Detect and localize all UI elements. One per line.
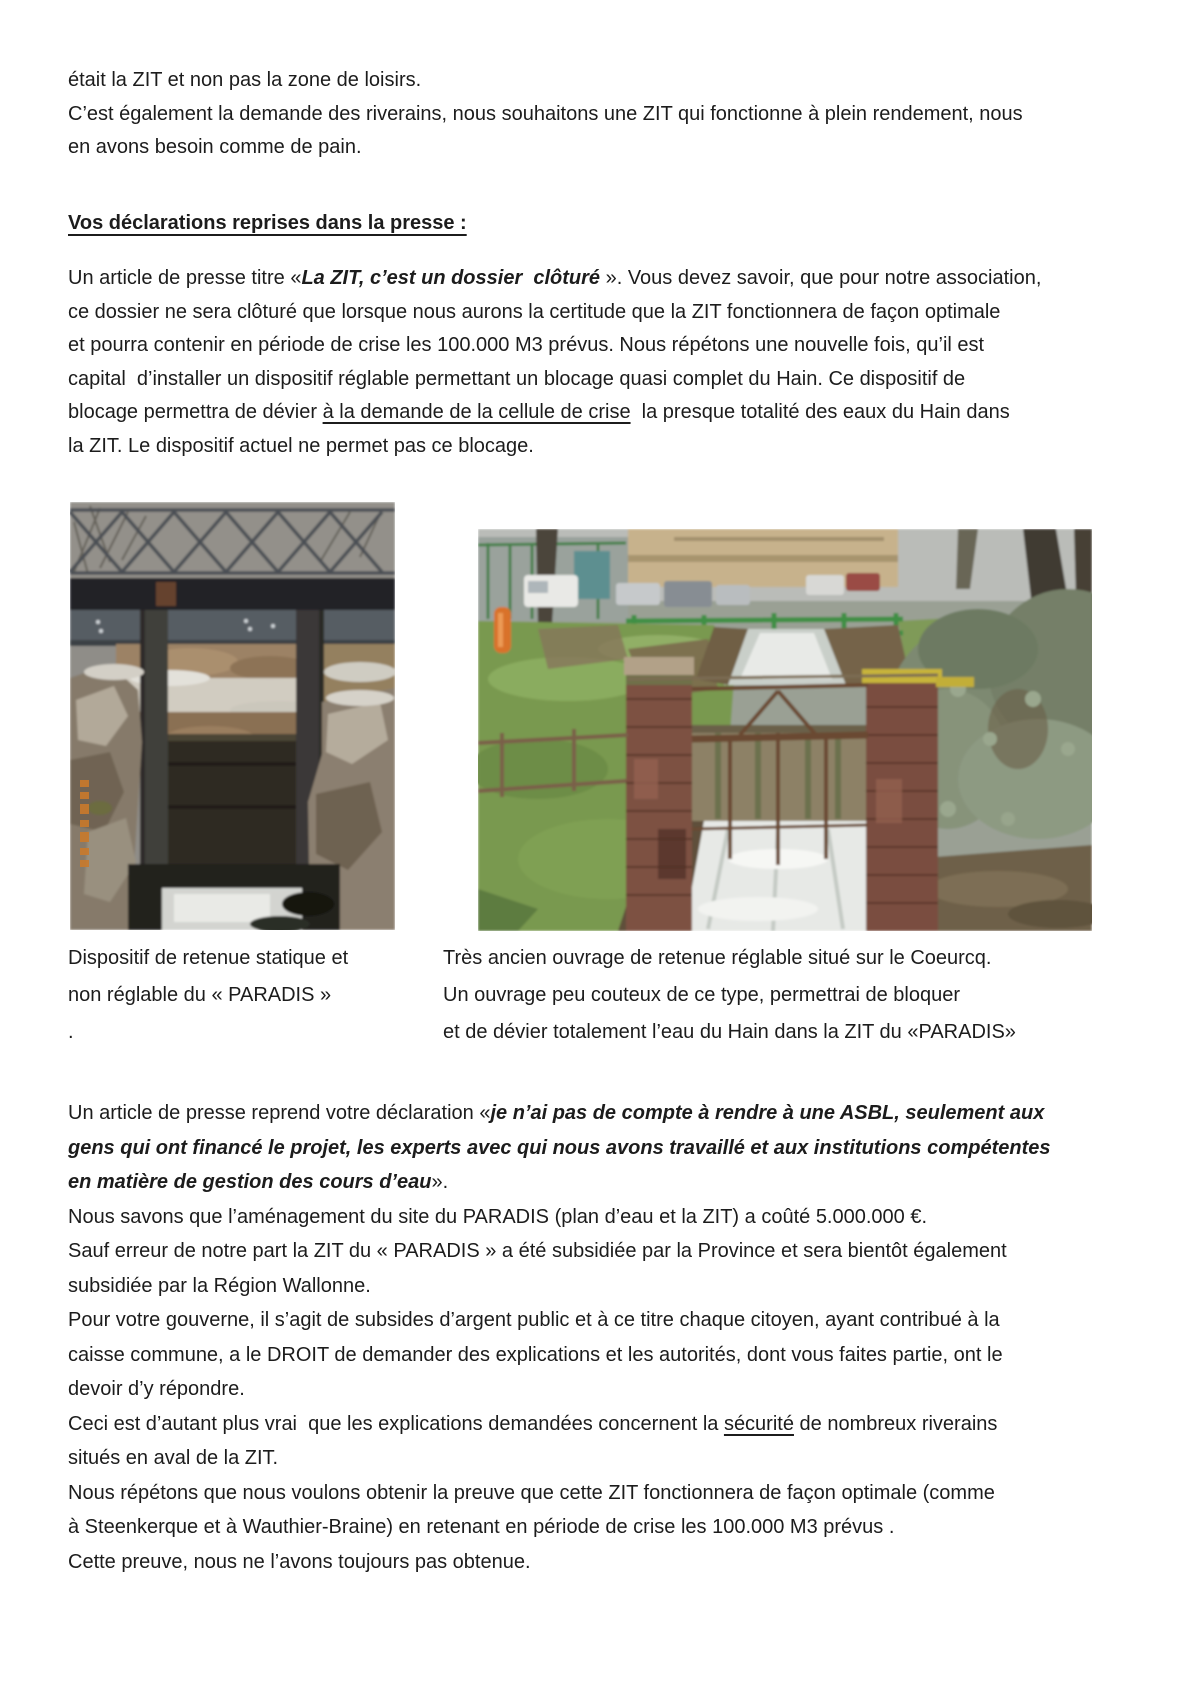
parked-car bbox=[664, 581, 712, 607]
text-line: blocage permettra de dévier à la demande de la cellule de crise la presque totalité des eaux du Hain dans bbox=[68, 401, 1010, 423]
text-line: Un article de presse reprend votre déclaration «je n’ai pas de compte à rendre à une ASBL, seulement aux bbox=[68, 1102, 1045, 1124]
text-line: Nous répétons que nous voulons obtenir la preuve que cette ZIT fonctionnera de façon optimale (comme bbox=[68, 1481, 995, 1504]
caption-static-weir bbox=[68, 940, 348, 1051]
text-line: caisse commune, a le DROIT de demander des explications et les autorités, dont vous faites partie, ont le bbox=[68, 1343, 1003, 1366]
text-line: subsidiée par la Région Wallonne. bbox=[68, 1274, 371, 1297]
parked-car bbox=[846, 573, 880, 591]
caption-adjustable-weir bbox=[443, 940, 1016, 1051]
text-line: et pourra contenir en période de crise les 100.000 M3 prévus. Nous répétons une nouvelle fois, qu’il est bbox=[68, 334, 985, 356]
text-line: en avons besoin comme de pain. bbox=[68, 136, 362, 158]
text-line: devoir d’y répondre. bbox=[68, 1378, 245, 1400]
intro-paragraph bbox=[68, 64, 1023, 165]
parked-car bbox=[716, 585, 750, 605]
text-line: Cette preuve, nous ne l’avons toujours pas obtenue. bbox=[68, 1550, 531, 1573]
teal-cabinet bbox=[574, 551, 610, 599]
static-weir-photo-illustration bbox=[70, 502, 395, 930]
bridge-deck-shadow bbox=[70, 578, 395, 610]
brick-pillar-left bbox=[624, 657, 694, 931]
parked-car bbox=[806, 575, 844, 595]
text-line: Un ouvrage peu couteux de ce type, permettrai de bloquer bbox=[443, 984, 960, 1006]
text-line: Ceci est d’autant plus vrai que les explications demandées concernent la sécurité de nombreux riverains bbox=[68, 1412, 998, 1435]
steel-beam bbox=[70, 610, 395, 644]
text-line: ce dossier ne sera clôturé que lorsque nous aurons la certitude que la ZIT fonctionnera de façon optimale bbox=[68, 300, 1001, 323]
text-line: en matière de gestion des cours d’eau». bbox=[68, 1171, 449, 1193]
text-line: Pour votre gouverne, il s’agit de subsides d’argent public et à ce titre chaque citoyen, ayant contribué à la bbox=[68, 1309, 1000, 1331]
text-line: . bbox=[68, 1021, 74, 1043]
camera-date-stamp bbox=[80, 780, 89, 867]
text-line: Un article de presse titre «La ZIT, c’est un dossier clôturé ». Vous devez savoir, que pour notre association, bbox=[68, 267, 1042, 289]
text-line: Nous savons que l’aménagement du site du PARADIS (plan d’eau et la ZIT) a coûté 5.000.000 €. bbox=[68, 1205, 928, 1228]
text-line: Dispositif de retenue statique et bbox=[68, 947, 349, 969]
text-line: à Steenkerque et à Wauthier-Braine) en retenant en période de crise les 100.000 M3 prévus . bbox=[68, 1516, 895, 1538]
photo-static-weir bbox=[70, 502, 395, 930]
text-line: la ZIT. Le dispositif actuel ne permet pas ce blocage. bbox=[68, 434, 534, 457]
press-title-paragraph bbox=[68, 262, 1041, 463]
text-line: Sauf erreur de notre part la ZIT du « PARADIS » a été subsidiée par la Province et sera bientôt également bbox=[68, 1240, 1007, 1262]
parked-car bbox=[616, 583, 660, 605]
text-line: était la ZIT et non pas la zone de loisirs. bbox=[68, 69, 422, 91]
text-line: situés en aval de la ZIT. bbox=[68, 1447, 279, 1469]
text-line: C’est également la demande des riverains, nous souhaitons une ZIT qui fonctionne à plein rendement, nous bbox=[68, 102, 1023, 125]
text-line: gens qui ont financé le projet, les experts avec qui nous avons travaillé et aux institutions compétentes bbox=[68, 1136, 1051, 1159]
declaration-paragraph bbox=[68, 1096, 1050, 1579]
text-line: capital d’installer un dispositif réglable permettant un blocage quasi complet du Hain. Ce dispositif de bbox=[68, 367, 966, 390]
section-heading: Vos déclarations reprises dans la presse : bbox=[68, 212, 467, 234]
text-line: et de dévier totalement l’eau du Hain dans la ZIT du «PARADIS» bbox=[443, 1021, 1016, 1043]
text-line: non réglable du « PARADIS » bbox=[68, 984, 332, 1006]
sluice-gate-panel bbox=[166, 734, 298, 870]
adjustable-weir-photo-illustration bbox=[478, 529, 1092, 931]
photo-adjustable-weir bbox=[478, 529, 1092, 931]
text-line: Très ancien ouvrage de retenue réglable situé sur le Coeurcq. bbox=[443, 947, 992, 969]
